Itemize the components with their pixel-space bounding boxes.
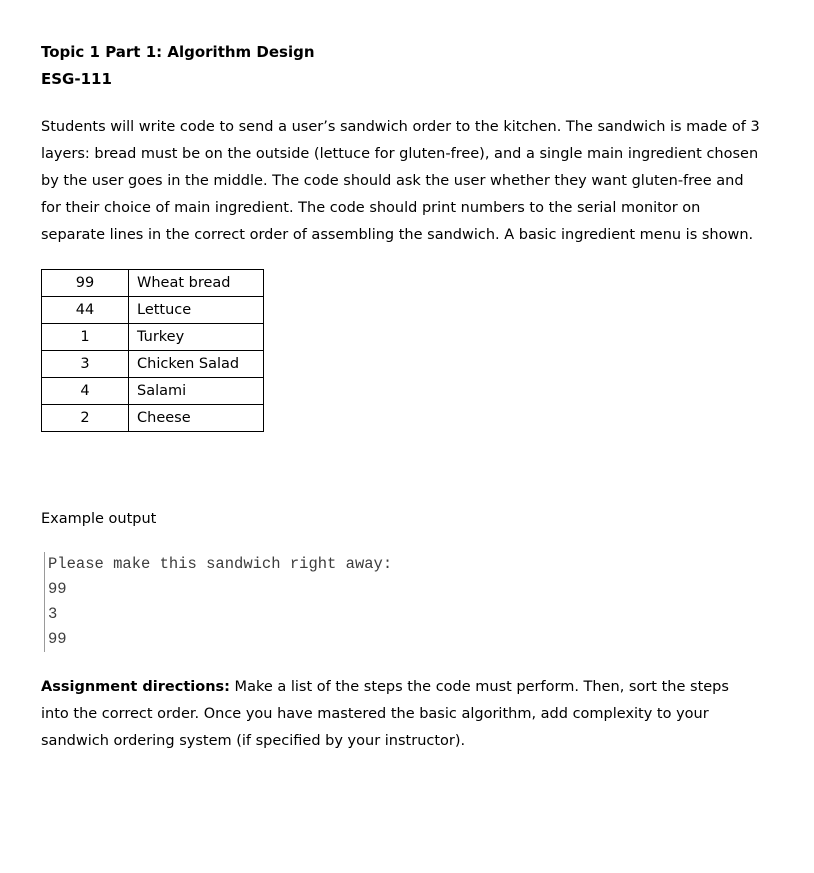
serial-line: 3: [48, 605, 58, 623]
intro-paragraph: Students will write code to send a user’s sandwich order to the kitchen. The sandwich is made of 3 layers: bread must be on the outside (lettuce for gluten-free), and a single main ingredient chosen by the user goes in the middle. The code should ask the user whether they want gluten-free and for their choice of main ingredient. The code should print numbers to the serial monitor on separate lines in the correct order of assembling the sandwich. A basic ingredient menu is shown.: [41, 119, 760, 243]
table-row: [42, 378, 264, 405]
ingredient-name: Salami: [129, 378, 264, 405]
ingredient-menu-table: [41, 269, 264, 432]
serial-line: Please make this sandwich right away:: [48, 555, 393, 573]
serial-monitor-output: [44, 552, 392, 652]
ingredient-code: 99: [42, 270, 129, 297]
serial-line: 99: [48, 580, 67, 598]
ingredient-name: Chicken Salad: [129, 351, 264, 378]
ingredient-name: Lettuce: [129, 297, 264, 324]
ingredient-code: 2: [42, 405, 129, 432]
directions-text: Make a list of the steps the code must perform. Then, sort the steps into the correct order. Once you have mastered the basic algorithm, add complexity to your sandwich ordering system (if specified by your instructor).: [41, 679, 729, 749]
ingredient-code: 4: [42, 378, 129, 405]
ingredient-code: 1: [42, 324, 129, 351]
ingredient-code: 3: [42, 351, 129, 378]
example-output-label: Example output: [41, 511, 157, 527]
table-row: [42, 324, 264, 351]
ingredient-code: 44: [42, 297, 129, 324]
course-code: ESG-111: [41, 70, 112, 88]
ingredient-name: Cheese: [129, 405, 264, 432]
serial-line: 99: [48, 630, 67, 648]
ingredient-name: Turkey: [129, 324, 264, 351]
directions-heading: Assignment directions:: [41, 679, 230, 695]
table-row: [42, 270, 264, 297]
table-row: [42, 351, 264, 378]
table-row: [42, 297, 264, 324]
assignment-directions: [41, 674, 761, 755]
page-title: Topic 1 Part 1: Algorithm Design: [41, 43, 315, 61]
table-row: [42, 405, 264, 432]
ingredient-name: Wheat bread: [129, 270, 264, 297]
